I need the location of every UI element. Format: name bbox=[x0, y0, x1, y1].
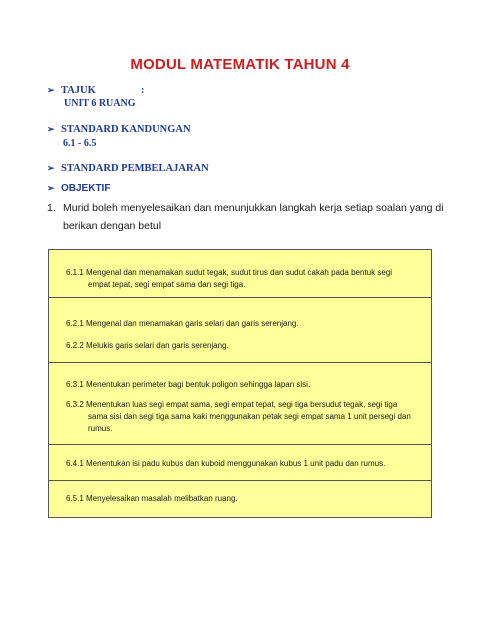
standard-kandungan-label: STANDARD KANDUNGAN bbox=[61, 124, 191, 135]
tajuk-label: TAJUK bbox=[61, 85, 96, 96]
objektif-number: 1. bbox=[47, 202, 56, 214]
objektif-statement bbox=[47, 199, 447, 235]
standard-6-5-section bbox=[49, 481, 431, 518]
objektif-line-2: berikan dengan betul bbox=[63, 220, 162, 232]
tajuk-value: UNIT 6 RUANG bbox=[64, 98, 136, 109]
standard-pembelajaran-heading bbox=[47, 163, 209, 174]
bullet-arrow-icon: ➢ bbox=[47, 183, 55, 193]
standard-6-2-1: 6.2.1 Mengenal dan menamakan garis selari dan garis serenjang. bbox=[66, 319, 299, 328]
standard-kandungan-value: 6.1 - 6.5 bbox=[63, 138, 97, 149]
tajuk-colon: : bbox=[141, 85, 145, 96]
bullet-arrow-icon: ➢ bbox=[47, 163, 55, 173]
standard-pembelajaran-label: STANDARD PEMBELAJARAN bbox=[61, 163, 209, 174]
standard-6-3-2-line-1: 6.3.2 Menentukan luas segi empat sama, segi empat tepat, segi tiga bersudut tegak, segi tiga bbox=[66, 400, 398, 409]
standard-6-2-section bbox=[49, 298, 431, 363]
standard-6-1-section bbox=[49, 250, 431, 298]
standard-kandungan-heading bbox=[47, 124, 191, 135]
objektif-line-1: Murid boleh menyelesaikan dan menunjukkan langkah kerja setiap soalan yang di bbox=[63, 202, 444, 214]
bullet-arrow-icon: ➢ bbox=[47, 124, 55, 134]
standard-6-3-1: 6.3.1 Menentukan perimeter bagi bentuk poligon sehingga lapan sisi. bbox=[66, 380, 311, 389]
standard-6-1-1-line-1: 6.1.1 Mengenal dan menamakan sudut tegak, sudut tirus dan sudut cakah pada bentuk segi bbox=[66, 268, 392, 277]
standard-6-2-2: 6.2.2 Melukis garis selari dan garis serenjang. bbox=[66, 341, 229, 350]
bullet-arrow-icon: ➢ bbox=[47, 85, 55, 95]
standard-6-1-1 bbox=[66, 267, 423, 291]
standard-6-4-section bbox=[49, 445, 431, 481]
objektif-heading bbox=[47, 183, 110, 194]
page-title: MODUL MATEMATIK TAHUN 4 bbox=[130, 56, 350, 73]
standard-6-4-1: 6.4.1 Menentukan isi padu kubus dan kuboid menggunakan kubus 1 unit padu dan rumus. bbox=[66, 459, 386, 468]
standard-6-5-1: 6.5.1 Menyelesaikan masalah melibatkan ruang. bbox=[66, 494, 238, 503]
standard-6-1-1-line-2: empat tepat, segi empat sama dan segi tiga. bbox=[88, 280, 246, 289]
objektif-label: OBJEKTIF bbox=[61, 183, 111, 194]
standard-6-3-2-line-3: rumus. bbox=[88, 424, 113, 433]
tajuk-heading bbox=[47, 85, 96, 96]
standard-6-3-section bbox=[49, 363, 431, 445]
learning-standards-box bbox=[48, 249, 432, 518]
standard-6-3-2 bbox=[66, 399, 423, 435]
standard-6-3-2-line-2: sama sisi dan segi tiga sama kaki menggunakan petak segi empat sama 1 unit persegi dan bbox=[88, 412, 411, 421]
